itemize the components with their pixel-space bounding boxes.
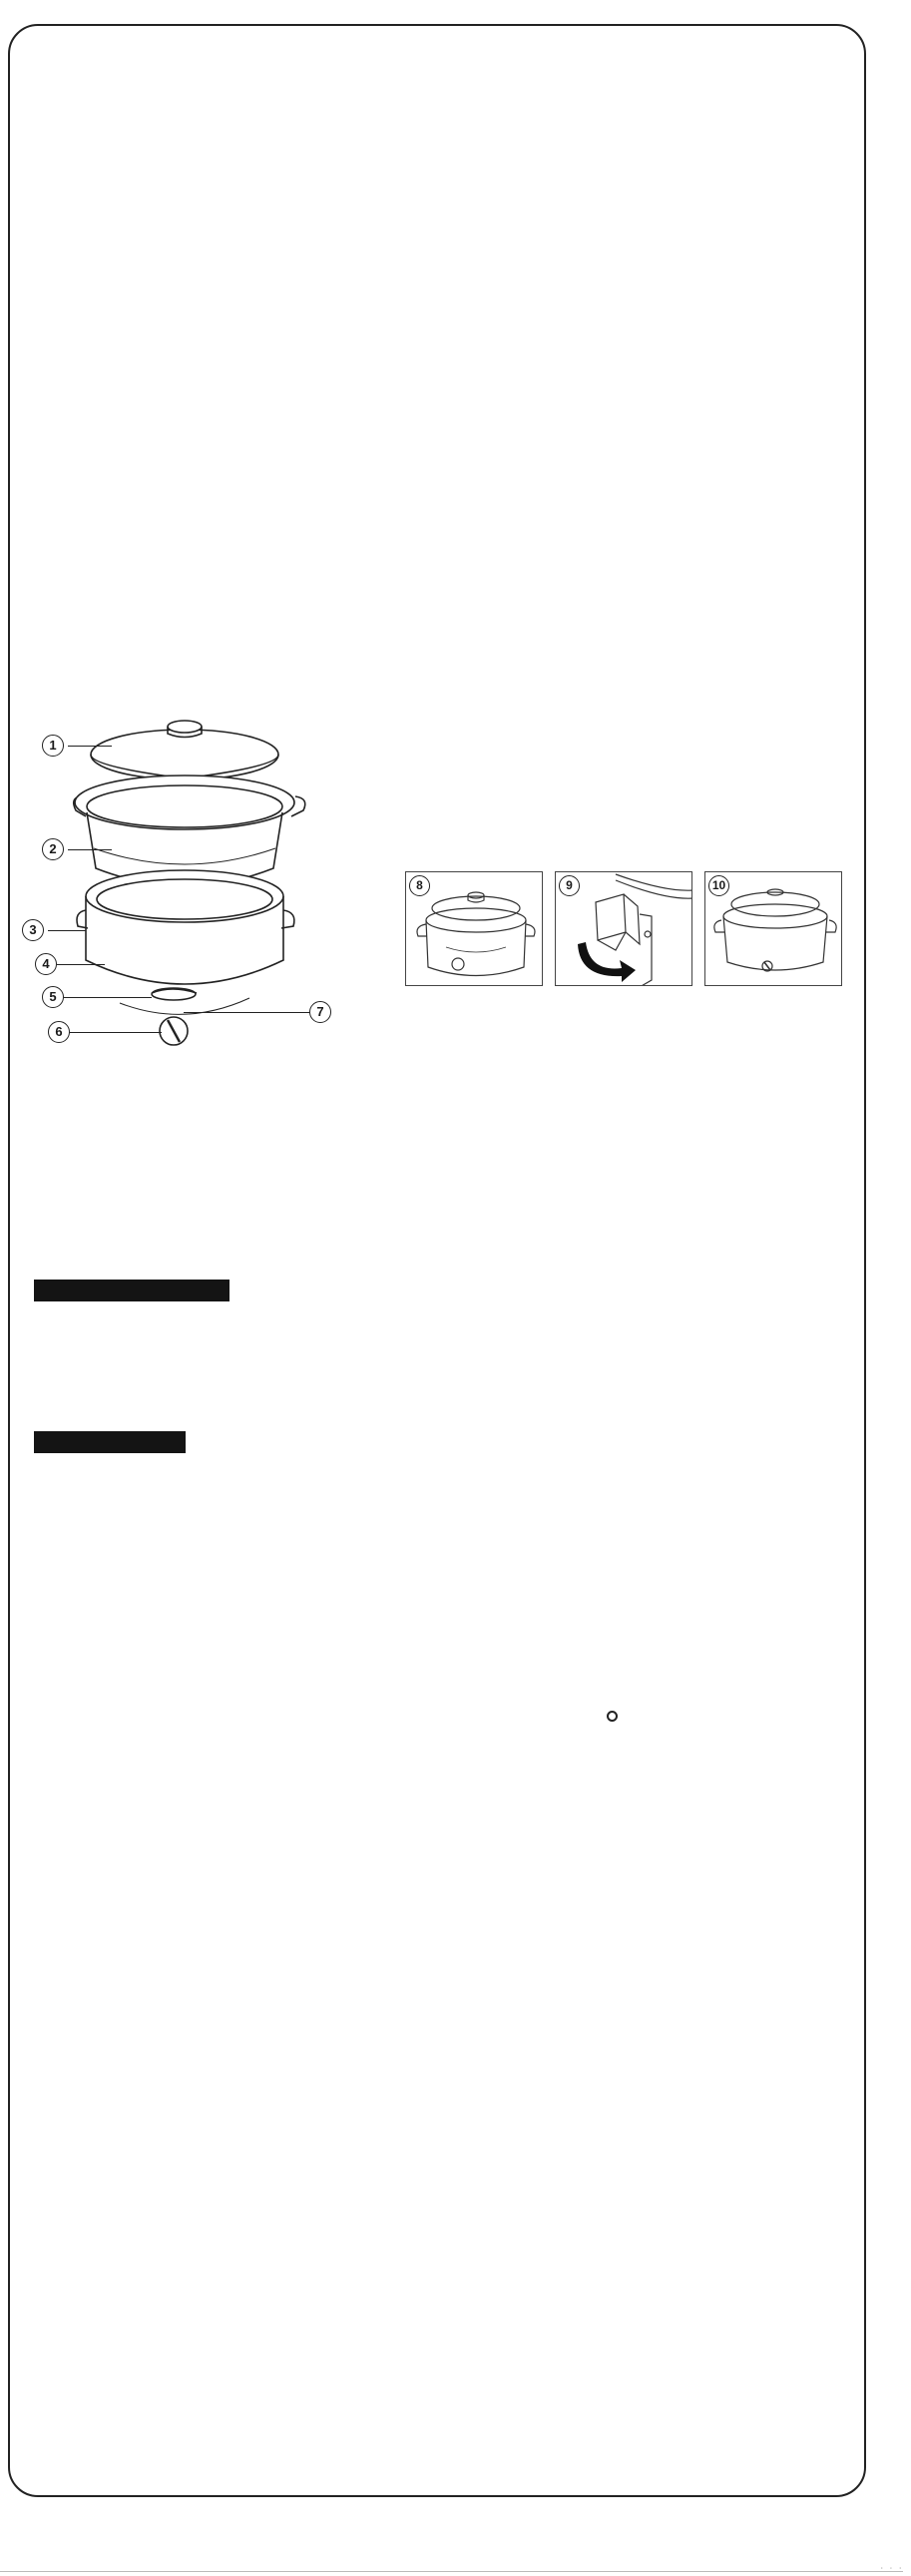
- step-number-8: 8: [409, 875, 430, 896]
- step-panel-10: [704, 871, 842, 986]
- callout-4: 4: [35, 953, 57, 975]
- heading-bar-1: [34, 1280, 229, 1301]
- heading-bar-2: [34, 1431, 186, 1453]
- callout-3: 3: [22, 919, 44, 941]
- degree-circle-icon: [607, 1711, 618, 1722]
- footer-rule: [0, 2571, 903, 2572]
- page-border: [8, 24, 866, 2497]
- step-panel-9: [555, 871, 692, 986]
- callout-6: 6: [48, 1021, 70, 1043]
- callout-1: 1: [42, 735, 64, 757]
- rotate-arrow-icon: [578, 942, 636, 982]
- step-number-10: 10: [708, 875, 729, 896]
- step-number-9: 9: [559, 875, 580, 896]
- slow-cooker-illustration: [60, 699, 349, 1058]
- callout-5: 5: [42, 986, 64, 1008]
- callout-7: 7: [309, 1001, 331, 1023]
- page-edge-marks: · · ·: [879, 2565, 903, 2572]
- step-panel-8: [405, 871, 543, 986]
- callout-2: 2: [42, 838, 64, 860]
